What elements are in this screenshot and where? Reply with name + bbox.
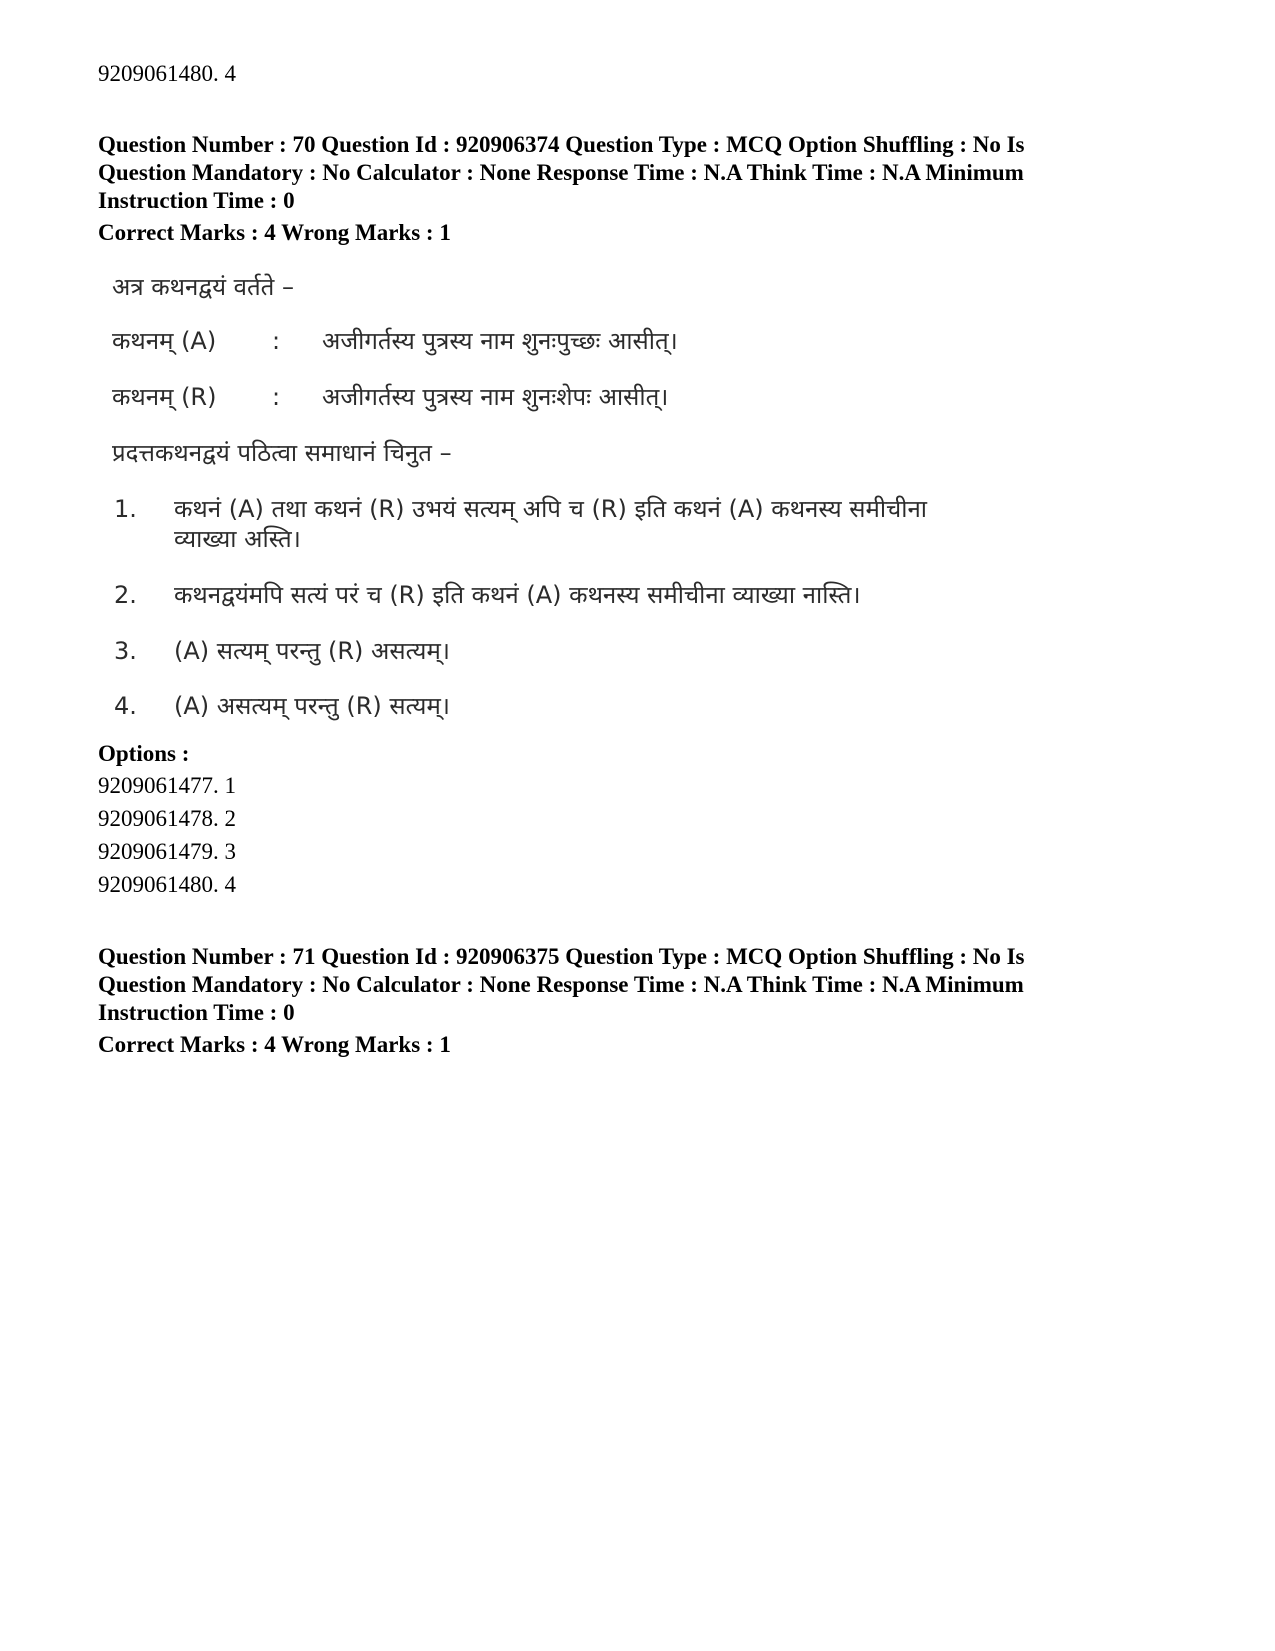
q70-meta-line-3: Instruction Time : 0 (98, 188, 295, 213)
choice-text-continued: व्याख्या अस्ति। (174, 525, 301, 553)
q70-intro: अत्र कथनद्वयं वर्तते – (112, 273, 294, 301)
statement-a-text: अजीगर्तस्य पुत्रस्य नाम शुनःपुच्छः आसीत्। (322, 327, 678, 355)
q70-meta-line-2: Question Mandatory : No Calculator : None Response Time : N.A Think Time : N.A Minimum (98, 160, 1024, 185)
choice-text: (A) सत्यम् परन्तु (R) असत्यम्। (174, 637, 450, 665)
previous-option-line: 9209061480. 4 (98, 61, 236, 86)
q70-option-1: 9209061477. 1 (98, 773, 236, 798)
q71-marks: Correct Marks : 4 Wrong Marks : 1 (98, 1032, 451, 1057)
choice-number: 2. (114, 581, 137, 609)
statement-a-label: कथनम् (A) (112, 327, 217, 355)
q70-marks: Correct Marks : 4 Wrong Marks : 1 (98, 220, 451, 245)
q70-meta-line-1: Question Number : 70 Question Id : 920906374 Question Type : MCQ Option Shuffling : No Is (98, 132, 1025, 157)
choice-text: (A) असत्यम् परन्तु (R) सत्यम्। (174, 692, 450, 720)
q70-option-3: 9209061479. 3 (98, 839, 236, 864)
q70-question-image (112, 273, 1012, 758)
statement-r-colon: : (272, 383, 281, 411)
q70-option-2: 9209061478. 2 (98, 806, 236, 831)
choice-number: 4. (114, 692, 137, 720)
q70-instruction: प्रदत्तकथनद्वयं पठित्वा समाधानं चिनुत – (112, 439, 452, 467)
q70-options-title: Options : (98, 741, 190, 766)
q71-meta-line-2: Question Mandatory : No Calculator : None Response Time : N.A Think Time : N.A Minimum (98, 972, 1024, 997)
choice-text: कथनं (A) तथा कथनं (R) उभयं सत्यम् अपि च (R) इति कथनं (A) कथनस्य समीचीना (174, 495, 928, 523)
statement-a-colon: : (272, 327, 281, 355)
q71-meta-line-3: Instruction Time : 0 (98, 1000, 295, 1025)
choice-number: 1. (114, 495, 137, 523)
choice-text: कथनद्वयंमपि सत्यं परं च (R) इति कथनं (A) कथनस्य समीचीना व्याख्या नास्ति। (174, 581, 861, 609)
statement-r-text: अजीगर्तस्य पुत्रस्य नाम शुनःशेपः आसीत्। (322, 383, 669, 411)
statement-r-label: कथनम् (R) (112, 383, 217, 411)
q71-meta-line-1: Question Number : 71 Question Id : 920906375 Question Type : MCQ Option Shuffling : No Is (98, 944, 1025, 969)
choice-number: 3. (114, 637, 137, 665)
q70-option-4: 9209061480. 4 (98, 872, 236, 897)
